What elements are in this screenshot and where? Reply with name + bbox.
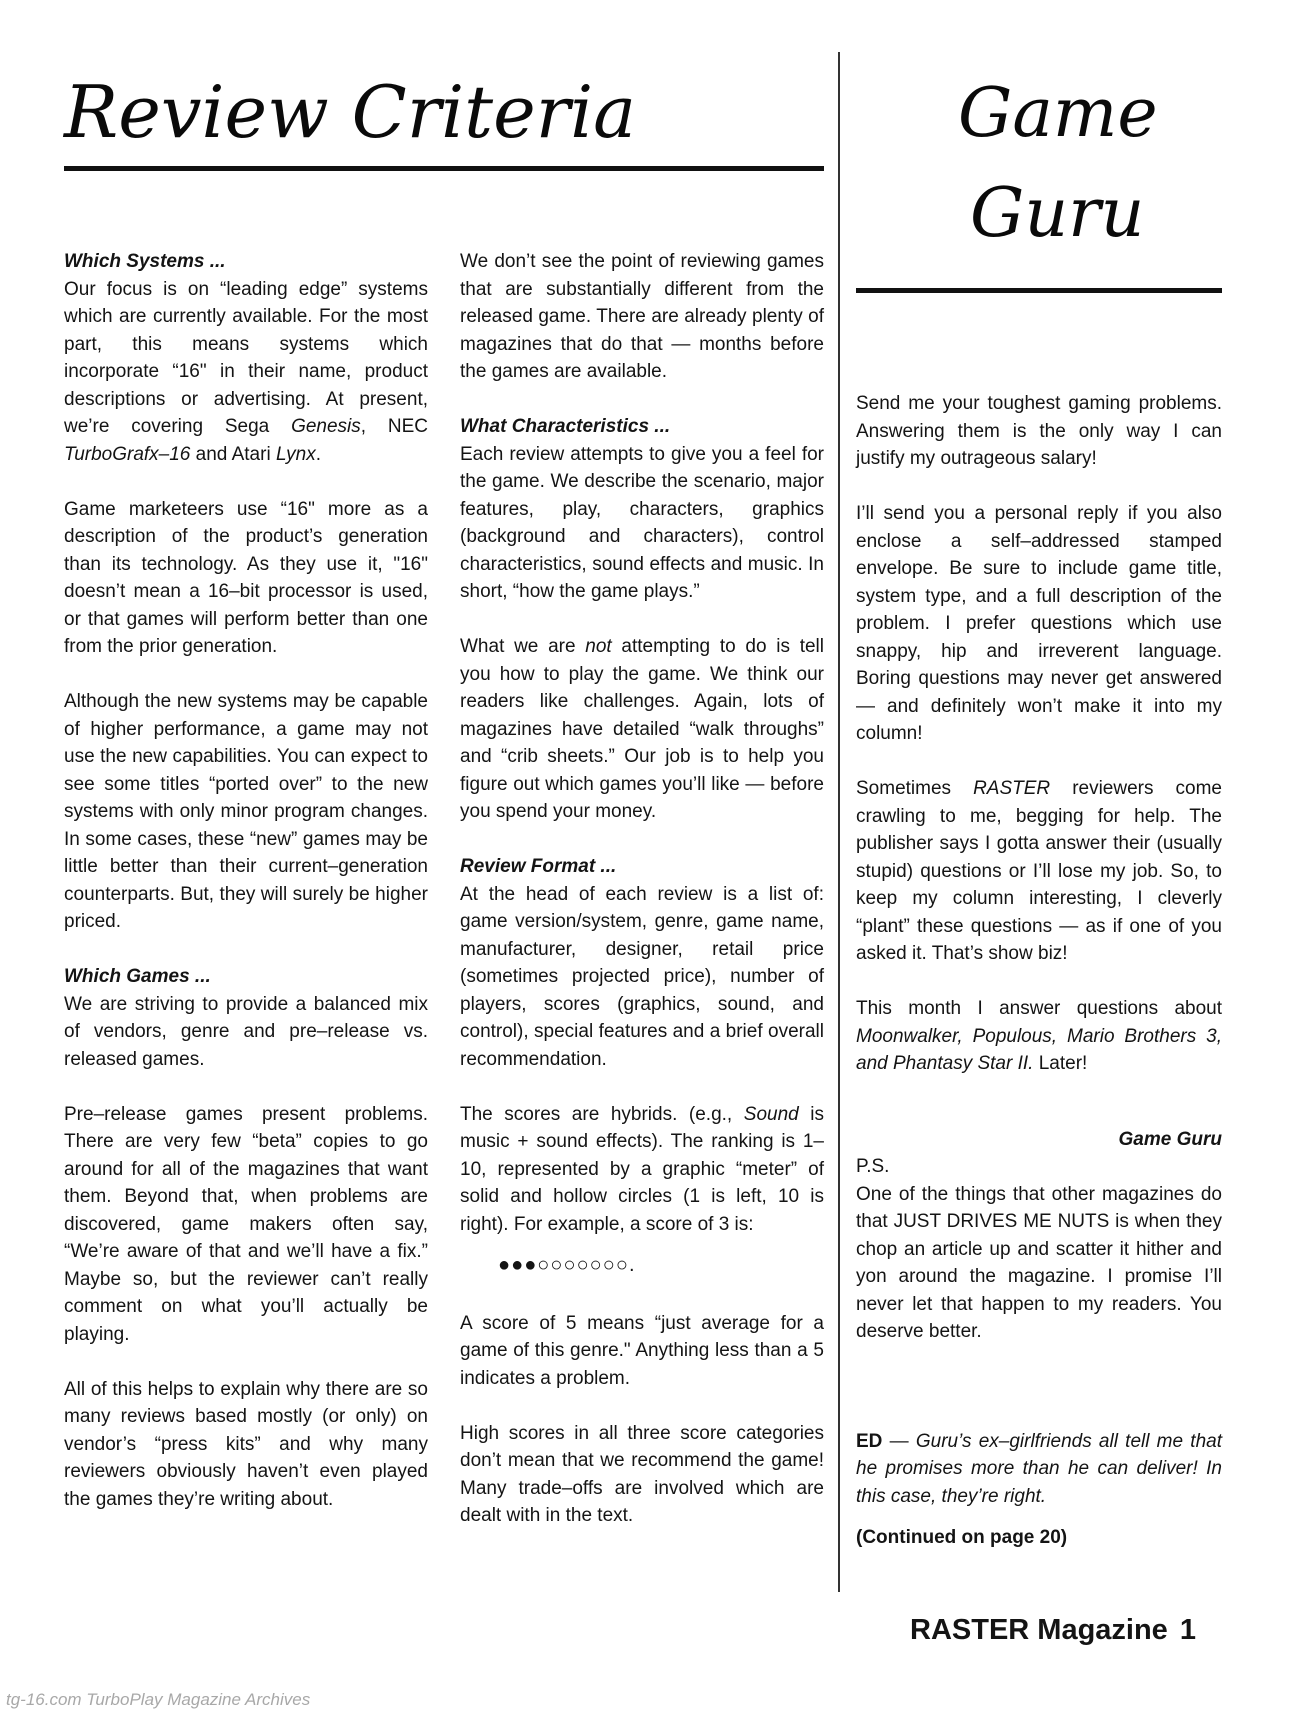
paragraph-released-game: We don’t see the point of reviewing games that are substantially different from the released game. There are already plenty of magazines that do that — months before the games are available. xyxy=(460,251,824,382)
heading-review-format: Review Format ... xyxy=(460,856,617,877)
meter-hollow-circle: ○ xyxy=(550,1254,564,1276)
paragraph-editor-note: ED — Guru’s ex–girlfriends all tell me that he promises more than he can deliver! In this case, they’re right. xyxy=(856,1430,1222,1507)
column-right xyxy=(856,390,1222,1552)
paragraph-ps: One of the things that other magazines do that JUST DRIVES ME NUTS is when they chop an article up and scatter it hither and yon around the magazine. I promise I’ll never let that happen to my readers. You deserve better. xyxy=(856,1183,1222,1342)
title-rule-right xyxy=(856,288,1222,293)
paragraph-scores-hybrids: The scores are hybrids. (e.g., Sound is music + sound effects). The ranking is 1–10, represented by a graphic “meter” of solid and hollow circles (1 is left, 10 is right). For example, a score of 3 is: xyxy=(460,1103,824,1235)
meter-hollow-circle: ○ xyxy=(537,1254,551,1276)
meter-hollow-circle: ○ xyxy=(615,1254,629,1276)
paragraph-this-month: This month I answer questions about Moonwalker, Populous, Mario Brothers 3, and Phantasy Star II. Later! xyxy=(856,998,1222,1074)
meter-hollow-circle: ○ xyxy=(589,1254,603,1276)
meter-solid-circle: ● xyxy=(498,1254,512,1276)
meter-hollow-circle: ○ xyxy=(602,1254,616,1276)
paragraph-not-attempting: What we are not attempting to do is tell you how to play the game. We think our readers like challenges. Again, lots of magazines have detailed “walk throughs” and “crib sheets.” Our job is to help you figure out which games you’ll like — before you spend your money. xyxy=(460,636,824,822)
paragraph-raster-reviewers: Sometimes RASTER reviewers come crawling to me, begging for help. The publisher says I gotta answer their (usually stupid) questions or I’ll lose my job. So, to keep my column interesting, I cleverly “plant” these questions — as if one of you asked it. That’s show biz! xyxy=(856,778,1222,964)
footer-magazine-name: RASTER Magazine 1 xyxy=(910,1614,1196,1646)
archive-watermark: tg-16.com TurboPlay Magazine Archives xyxy=(6,1690,311,1709)
paragraph-pre-release: Pre–release games present problems. There are very few “beta” copies to go around for all of the magazines that want them. Beyond that, when problems are discovered, game makers often say, “We’re aware of that and we’ll have a fix.” Maybe so, but the reviewer can’t really comment on what you’ll actually be playing. xyxy=(64,1103,428,1345)
meter-hollow-circle: ○ xyxy=(576,1254,590,1276)
score-meter-period: . xyxy=(628,1254,636,1276)
paragraph-press-kits: All of this helps to explain why there are so many reviews based mostly (or only) on vendor’s “press kits” and why many reviewers obviously haven’t even played the games they’re writing about. xyxy=(64,1378,428,1510)
paragraph-review-head: At the head of each review is a list of: game version/system, genre, game name, manufacturer, designer, retail price (sometimes projected price), number of players, scores (graphics, sound, and control), special features and a brief overall recommendation. xyxy=(460,883,824,1070)
heading-which-systems: Which Systems ... xyxy=(64,251,226,272)
meter-hollow-circle: ○ xyxy=(563,1254,577,1276)
paragraph-systems: Our focus is on “leading edge” systems which are currently available. For the most part, this means systems which incorporate “16" in their name, product descriptions or advertising. At present, we’re covering Sega Genesis, NEC TurboGrafx–16 and Atari Lynx. xyxy=(64,278,428,465)
page-number: 1 xyxy=(1179,1614,1196,1646)
heading-which-games: Which Games ... xyxy=(64,966,211,987)
paragraph-high-scores: High scores in all three score categories don’t mean that we recommend the game! Many trade–offs are involved which are dealt with in the text. xyxy=(460,1422,824,1526)
paragraph-performance: Although the new systems may be capable of higher performance, a game may not use the new capabilities. You can expect to see some titles “ported over” to the new systems with only minor program changes. In some cases, these “new” games may be little better than their current–generation counterparts. But, they will surely be higher priced. xyxy=(64,691,428,932)
column-left xyxy=(64,248,428,1541)
game-guru-title-line1: Game xyxy=(958,74,1158,153)
signature-game-guru: Game Guru xyxy=(1118,1128,1222,1150)
game-guru-title-line2: Guru xyxy=(970,174,1145,253)
paragraph-marketeers: Game marketeers use “16" more as a description of the product’s generation than its technology. As they use it, "16" doesn’t mean a 16–bit processor is used, or that games will perform better than one from the prior generation. xyxy=(64,498,428,657)
score-meter xyxy=(498,1252,824,1280)
heading-what-characteristics: What Characteristics ... xyxy=(460,416,671,437)
continued-note: (Continued on page 20) xyxy=(856,1527,1068,1548)
paragraph-average-score: A score of 5 means “just average for a game of this genre." Anything less than a 5 indicates a problem. xyxy=(460,1312,824,1389)
paragraph-personal-reply: I’ll send you a personal reply if you also enclose a self–addressed stamped envelope. Be sure to include game title, system type, and a full description of the problem. I prefer questions which use snappy, hip and irreverent language. Boring questions may never get answered — and definitely won’t make it into my column! xyxy=(856,503,1222,744)
meter-solid-circle: ● xyxy=(511,1254,525,1276)
title-rule-left xyxy=(64,166,824,171)
meter-solid-circle: ● xyxy=(524,1254,538,1276)
review-criteria-title: Review Criteria xyxy=(64,70,637,154)
paragraph-balanced-mix: We are striving to provide a balanced mix of vendors, genre and pre–release vs. released games. xyxy=(64,993,428,1070)
score-meter-dots xyxy=(498,1254,629,1276)
column-middle xyxy=(460,248,824,1557)
column-divider xyxy=(838,52,840,1592)
paragraph-send-problems: Send me your toughest gaming problems. Answering them is the only way I can justify my outrageous salary! xyxy=(856,393,1222,469)
ps-label: P.S. xyxy=(856,1156,890,1177)
paragraph-feel: Each review attempts to give you a feel for the game. We describe the scenario, major features, play, characters, graphics (background and characters), control characteristics, sound effects and music. In short, “how the game plays.” xyxy=(460,443,824,602)
